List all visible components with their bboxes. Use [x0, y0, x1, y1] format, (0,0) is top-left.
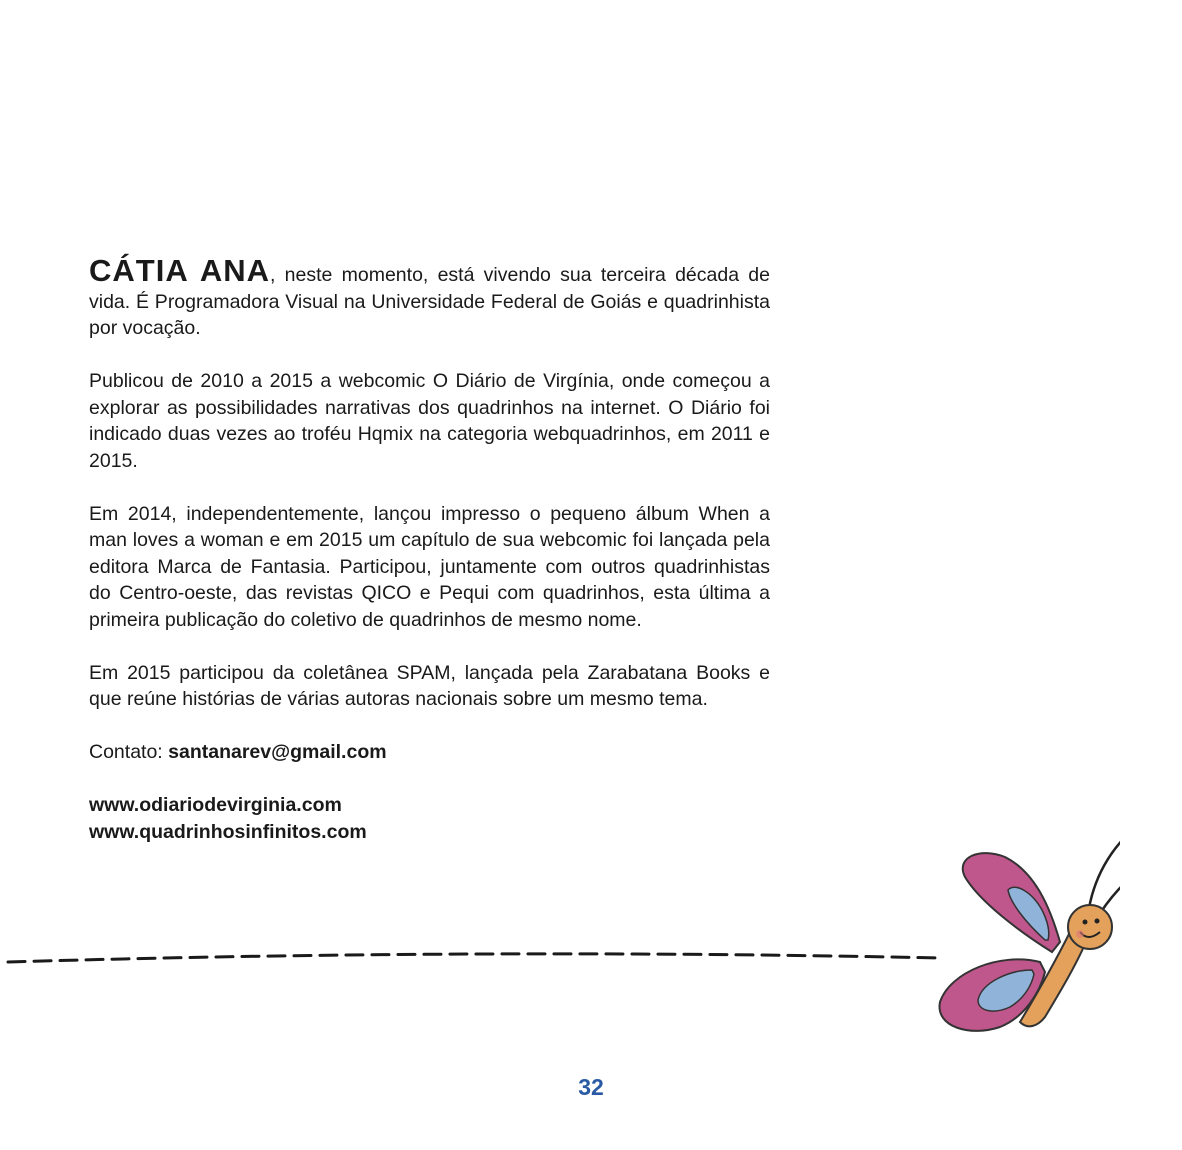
- bio-paragraph-webcomic: Publicou de 2010 a 2015 a webcomic O Diário de Virgínia, onde começou a explorar as possibilidades narrativas dos quadrinhos na internet. O Diário foi indicado duas vezes ao troféu Hqmix na categoria webquadrinhos, em 2011 e 2015.: [89, 370, 770, 472]
- website-link[interactable]: www.odiariodevirginia.com: [89, 794, 342, 816]
- bio-paragraph-spam: Em 2015 participou da coletânea SPAM, lançada pela Zarabatana Books e que reúne histórias de várias autoras nacionais sobre um mesmo tema.: [89, 661, 770, 710]
- biography-text: [89, 253, 770, 845]
- bio-intro-text: , neste momento, está vivendo sua terceira década de vida. É Programadora Visual na Universidade Federal de Goiás e quadrinhista por vocação.: [89, 264, 770, 339]
- author-name: CÁTIA ANA: [89, 253, 271, 288]
- contact-line: [89, 739, 770, 766]
- contact-email[interactable]: santanarev@gmail.com: [168, 741, 387, 763]
- dashed-flight-trail: [0, 940, 960, 970]
- contact-label: Contato:: [89, 741, 169, 763]
- butterfly-illustration: [920, 822, 1120, 1052]
- website-link[interactable]: www.quadrinhosinfinitos.com: [89, 820, 367, 843]
- website-links: [89, 792, 770, 845]
- page-number: 32: [578, 1074, 604, 1100]
- bio-paragraph-intro: [89, 253, 770, 342]
- bio-paragraph-publications: Em 2014, independentemente, lançou impresso o pequeno álbum When a man loves a woman e em 2015 um capítulo de sua webcomic foi lançada pela editora Marca de Fantasia. Participou, juntamente com outros quadrinhistas do Centro-oeste, das revistas QICO e Pequi com quadrinhos, esta última a primeira publicação do coletivo de quadrinhos de mesmo nome.: [89, 502, 770, 631]
